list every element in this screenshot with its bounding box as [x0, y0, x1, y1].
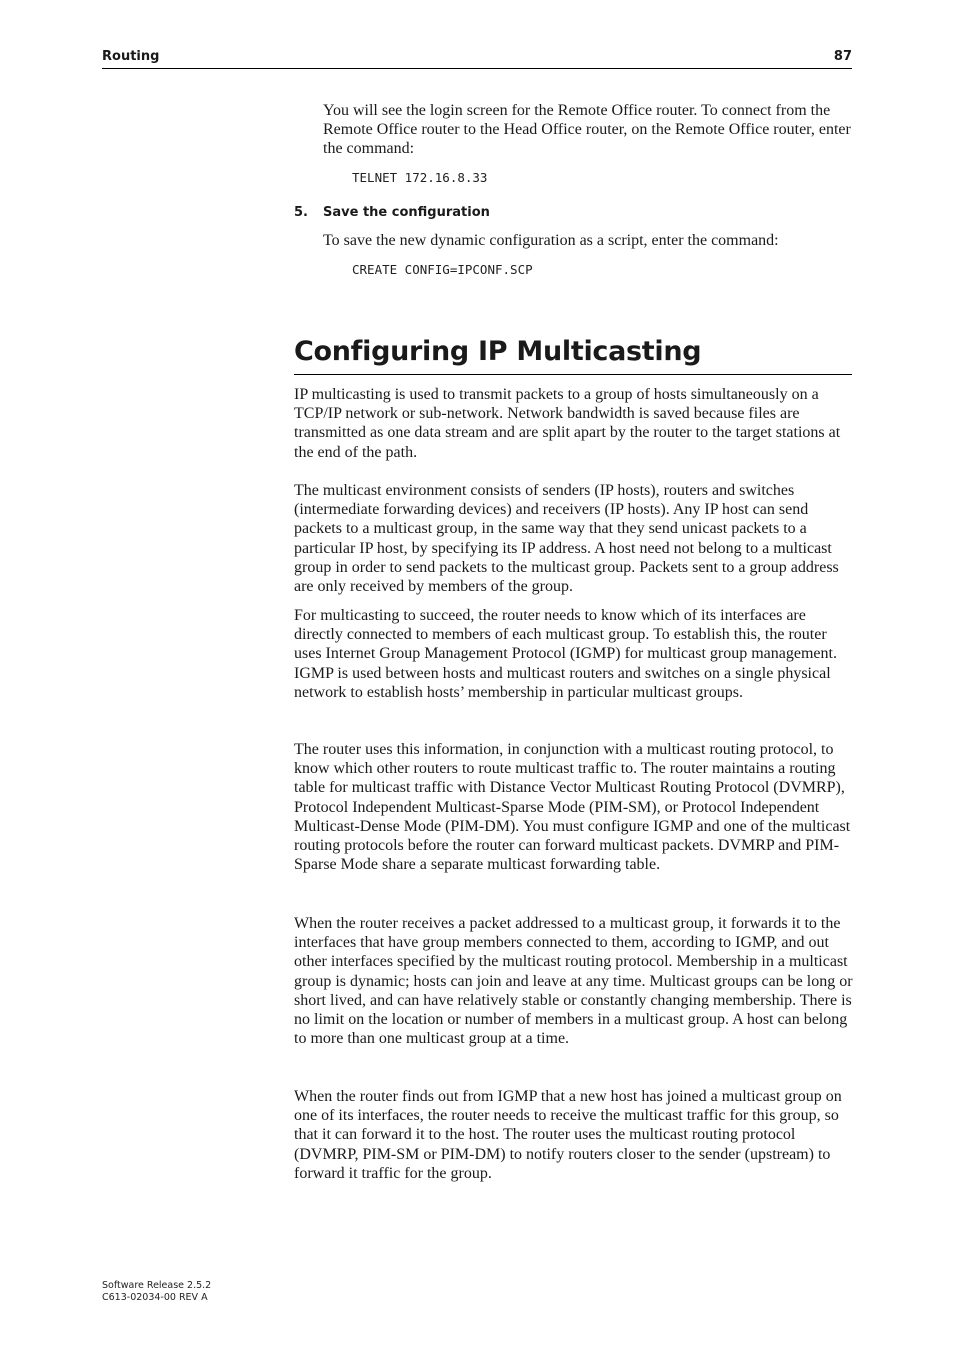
- create-config-command: CREATE CONFIG=IPCONF.SCP: [352, 262, 533, 277]
- step-title: Save the configuration: [323, 205, 490, 220]
- body-paragraph-5: When the router receives a packet addressed to a multicast group, it forwards it to the interfaces that have group members connected to them, according to IGMP, and out other interfaces specified by the multicast routing protocol. Membership in a multicast group is dynamic; hosts can join and leave at any time. Multicast groups can be long or short lived, and can have relatively stable or constantly changing membership. There is no limit on the location or number of members in a multicast group. A host can belong to more than one multicast group at a time.: [294, 915, 853, 1048]
- step-number: 5.: [294, 205, 308, 220]
- step-paragraph: To save the new dynamic configuration as a script, enter the command:: [323, 232, 779, 249]
- header-page-number: 87: [833, 49, 852, 64]
- telnet-command: TELNET 172.16.8.33: [352, 170, 488, 185]
- body-paragraph-1: IP multicasting is used to transmit packets to a group of hosts simultaneously on a TCP/IP network or sub-network. Network bandwidth is saved because files are transmitted as one data stream and are split apart by the router to the target stations at the end of the path.: [294, 386, 841, 461]
- page-footer: [102, 1280, 211, 1304]
- step-heading: [294, 205, 490, 220]
- body-paragraph-2: The multicast environment consists of senders (IP hosts), routers and switches (intermediate forwarding devices) and receivers (IP hosts). Any IP host can send packets to a multicast group, in the same way that they send unicast packets to a particular IP host, by specifying its IP address. A host need not belong to a multicast group in order to send packets to the multicast group. Packets sent to a group address are only received by members of the group.: [294, 482, 839, 596]
- footer-doc-id: C613-02034-00 REV A: [102, 1292, 208, 1303]
- body-paragraph-6: When the router finds out from IGMP that a new host has joined a multicast group on one of its interfaces, the router needs to receive the multicast traffic for this group, so that it can forward it to the host. The router uses the multicast routing protocol (DVMRP, PIM-SM or PIM-DM) to notify routers closer to the sender (upstream) to forward it traffic for the group.: [294, 1088, 842, 1182]
- header-section-title: Routing: [102, 49, 160, 64]
- intro-paragraph: You will see the login screen for the Remote Office router. To connect from the Remote Office router to the Head Office router, on the Remote Office router, enter the command:: [323, 102, 851, 158]
- page-header: [102, 48, 852, 69]
- body-paragraph-3: For multicasting to succeed, the router needs to know which of its interfaces are directly connected to members of each multicast group. To establish this, the router uses Internet Group Management Protocol (IGMP) for multicast group management. IGMP is used between hosts and multicast routers and switches on a single physical network to establish hosts’ membership in particular multicast groups.: [294, 607, 837, 701]
- footer-release: Software Release 2.5.2: [102, 1280, 212, 1291]
- section-heading: Configuring IP Multicasting: [294, 334, 852, 375]
- body-paragraph-4: The router uses this information, in conjunction with a multicast routing protocol, to know which other routers to route multicast traffic to. The router maintains a routing table for multicast traffic with Distance Vector Multicast Routing Protocol (DVMRP), Protocol Independent Multicast-Sparse Mode (PIM-SM), or Protocol Independent Multicast-Dense Mode (PIM-DM). You must configure IGMP and one of the multicast routing protocols before the router can forward multicast packets. DVMRP and PIM-Sparse Mode share a separate multicast forwarding table.: [294, 741, 851, 874]
